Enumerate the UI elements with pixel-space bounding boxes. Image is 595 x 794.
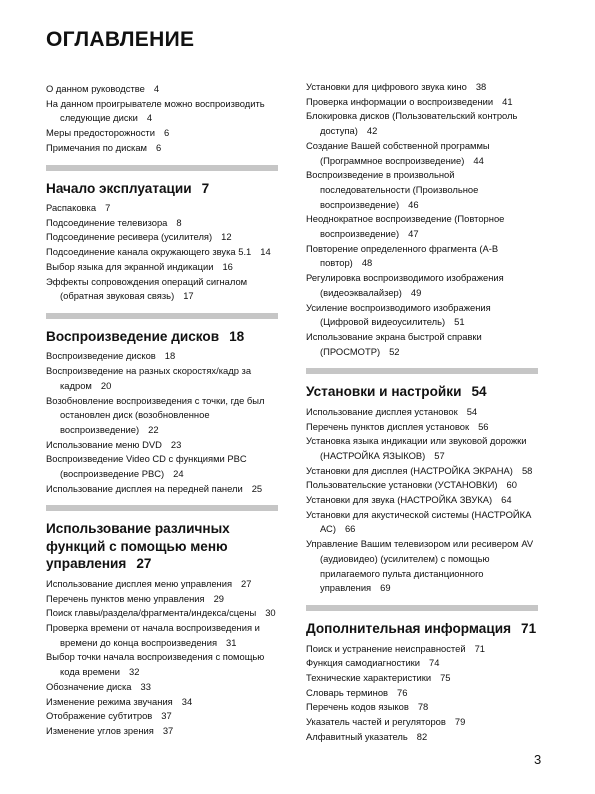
toc-entry-page: 7 — [105, 202, 111, 214]
toc-entry — [46, 394, 278, 438]
toc-entry-text: Распаковка — [46, 202, 97, 214]
toc-entry — [46, 97, 278, 126]
toc-entry-text: О данном руководстве — [46, 83, 145, 94]
toc-section — [306, 368, 538, 596]
toc-entry — [306, 656, 538, 671]
toc-entry-page: 44 — [473, 154, 484, 166]
toc-entry-page: 57 — [434, 449, 445, 461]
toc-entry — [306, 95, 538, 110]
toc-entry-text: Эффекты сопровождения операций сигналом (обратная звуковая связь) — [46, 275, 248, 302]
toc-entry-page: 82 — [416, 730, 428, 742]
toc-entry-page: 6 — [163, 127, 170, 139]
toc-entry-page: 38 — [475, 81, 487, 92]
toc-entry-text: Выбор языка для экранной индикации — [46, 260, 214, 272]
toc-entry-text: Подсоединение канала окружающего звука 5.1 — [46, 246, 252, 258]
section-divider — [46, 313, 278, 319]
toc-entry — [46, 680, 278, 695]
section-title-text: Воспроизведение дисков — [46, 328, 220, 344]
toc-entry-text: Перечень кодов языков — [306, 701, 409, 713]
toc-entry — [46, 275, 278, 304]
toc-entry-page: 25 — [251, 482, 263, 494]
toc-entry-text: Установки для звука (НАСТРОЙКА ЗВУКА) — [306, 494, 493, 506]
section-title-text: Использование различных функций с помощью меню управления — [46, 521, 230, 572]
toc-entry — [46, 126, 278, 141]
section-divider — [306, 368, 538, 374]
section-title-page: 27 — [136, 556, 152, 572]
toc-entry-page: 18 — [164, 350, 176, 362]
toc-entry — [306, 434, 538, 463]
toc-entry-page: 24 — [173, 468, 184, 480]
toc-entry — [306, 671, 538, 686]
toc-entry-page: 54 — [466, 405, 478, 417]
toc-entry-page: 33 — [140, 680, 151, 692]
toc-entry — [46, 650, 278, 679]
toc-entry-page: 30 — [265, 607, 276, 619]
toc-entry — [46, 709, 278, 724]
section-title — [306, 620, 538, 638]
toc-entry-page: 66 — [344, 523, 356, 535]
toc-entry — [306, 271, 538, 300]
toc-entry-page: 58 — [521, 464, 533, 476]
toc-entry — [46, 141, 278, 156]
toc-entry-page: 17 — [183, 290, 194, 302]
toc-entry-page: 31 — [226, 636, 237, 648]
toc-entry-page: 22 — [148, 423, 159, 435]
toc-entry-page: 23 — [170, 438, 182, 450]
toc-entry-text: Поиск главы/раздела/фрагмента/индекса/сцены — [46, 607, 257, 619]
toc-entry-page: 47 — [408, 228, 419, 240]
toc-entry — [306, 109, 538, 138]
toc-entry — [306, 730, 538, 745]
toc-entry-text: Установка языка индикации или звуковой дорожки (НАСТРОЙКА ЯЗЫКОВ) — [306, 435, 527, 461]
toc-entry-text: Использование экрана быстрой справки (ПРОСМОТР) — [306, 330, 482, 357]
toc-entry-page: 60 — [506, 479, 517, 491]
toc-entry-page: 46 — [408, 198, 419, 210]
toc-entry-text: Алфавитный указатель — [306, 730, 408, 742]
section-title — [306, 383, 538, 401]
toc-entry — [306, 405, 538, 420]
toc-entry — [306, 464, 538, 479]
section-title — [46, 180, 278, 198]
toc-section — [46, 165, 278, 304]
toc-entry-text: Воспроизведение Video CD с функциями PBC (воспроизведение PBC) — [46, 453, 247, 480]
toc-entry-page: 12 — [221, 231, 232, 243]
toc-entry — [306, 642, 538, 657]
toc-entry-text: Поиск и устранение неисправностей — [306, 642, 466, 654]
toc-entry-page: 20 — [100, 379, 112, 391]
toc-entry-text: Использование дисплея на передней панели — [46, 482, 243, 494]
toc-entry-text: Использование дисплея установок — [306, 405, 458, 417]
toc-entry-text: Неоднократное воспроизведение (Повторное воспроизведение) — [306, 213, 505, 240]
toc-entry-page: 52 — [389, 345, 400, 357]
toc-entry-page: 48 — [361, 257, 373, 269]
toc-entry-text: Обозначение диска — [46, 680, 132, 692]
toc-section — [46, 313, 278, 497]
section-title — [46, 520, 278, 573]
toc-entry — [306, 420, 538, 435]
toc-entry-text: Воспроизведение в произвольной последовательности (Произвольное воспроизведение) — [306, 169, 479, 210]
section-title-text: Установки и настройки — [306, 384, 462, 400]
toc-entry — [306, 80, 538, 95]
toc-entry-page: 42 — [366, 125, 378, 137]
toc-entry-text: Технические характеристики — [306, 671, 432, 683]
toc-right-column — [306, 80, 538, 744]
toc-entry — [46, 621, 278, 650]
toc-entry — [306, 168, 538, 212]
toc-entry-page: 16 — [222, 260, 233, 272]
toc-entry-text: Пользовательские установки (УСТАНОВКИ) — [306, 479, 498, 491]
toc-entry-page: 56 — [478, 420, 489, 432]
toc-entry — [306, 508, 538, 537]
toc-entry-text: Перечень пунктов дисплея установок — [306, 420, 470, 432]
toc-entry-text: Отображение субтитров — [46, 710, 153, 722]
toc-entry-page: 78 — [417, 701, 429, 713]
toc-entry-page: 75 — [440, 671, 451, 683]
toc-entry-text: Установки для дисплея (НАСТРОЙКА ЭКРАНА) — [306, 464, 513, 476]
toc-entry-text: Управление Вашим телевизором или ресивером AV (аудиовидео) (усилителем) с помощью прилагаемого пульта дистанционного управления — [306, 538, 534, 594]
toc-entry — [306, 715, 538, 730]
toc-entry — [46, 482, 278, 497]
toc-entry — [46, 695, 278, 710]
section-title-page: 54 — [471, 384, 487, 400]
toc-entry-page: 49 — [410, 286, 422, 298]
page-title: ОГЛАВЛЕНИЕ — [46, 28, 195, 51]
toc-entry — [46, 452, 278, 481]
toc-entry-text: Использование меню DVD — [46, 438, 162, 450]
toc-entry — [306, 493, 538, 508]
toc-entry-text: Примечания по дискам — [46, 141, 147, 153]
toc-entry-page: 14 — [260, 246, 271, 258]
page-number: 3 — [534, 752, 542, 767]
toc-entry — [306, 139, 538, 168]
toc-entry-text: Проверка времени от начала воспроизведения и времени до конца воспроизведения — [46, 622, 260, 648]
toc-entry — [46, 724, 278, 739]
toc-entry-page: 6 — [156, 141, 162, 153]
toc-entry-text: Регулировка воспроизводимого изображения (видеоэквалайзер) — [306, 272, 504, 298]
section-title-page: 7 — [201, 180, 210, 196]
toc-entry-text: Воспроизведение на разных скоростях/кадр за кадром — [46, 365, 252, 391]
toc-entry-text: Изменение углов зрения — [46, 725, 154, 736]
toc-entry-page: 27 — [241, 577, 252, 589]
toc-entry-text: Функция самодиагностики — [306, 657, 421, 669]
toc-entry-page: 8 — [176, 216, 182, 228]
toc-entry-text: Изменение режима звучания — [46, 695, 173, 707]
section-title-page: 71 — [521, 621, 537, 636]
toc-entry-text: Возобновление воспроизведения с точки, где был остановлен диск (возобновленное воспроизведение) — [46, 394, 265, 435]
toc-entry — [306, 537, 538, 596]
section-title-text: Начало эксплуатации — [46, 180, 192, 196]
section-divider — [306, 605, 538, 611]
toc-entry-page: 74 — [429, 657, 440, 669]
toc-entry-text: Блокировка дисков (Пользовательский контроль доступа) — [306, 110, 518, 137]
section-divider — [46, 505, 278, 511]
toc-entry — [46, 592, 278, 607]
section-divider — [46, 165, 278, 171]
toc-entry-text: Указатель частей и регуляторов — [306, 716, 446, 728]
toc-entry — [46, 606, 278, 621]
toc-entry — [306, 301, 538, 330]
toc-entry-page: 29 — [213, 592, 225, 604]
toc-entry-page: 4 — [146, 112, 153, 124]
toc-entry-text: Использование дисплея меню управления — [46, 577, 233, 589]
toc-entry-text: Повторение определенного фрагмента (A-B повтор) — [306, 242, 499, 269]
toc-section — [46, 505, 278, 738]
toc-entry — [46, 82, 278, 97]
toc-entry-text: На данном проигрывателе можно воспроизводить следующие диски — [46, 97, 265, 124]
toc-entry — [46, 260, 278, 275]
toc-entry — [46, 216, 278, 231]
toc-entry — [306, 242, 538, 271]
toc-entry — [46, 364, 278, 393]
toc-entry-page: 37 — [162, 725, 174, 736]
toc-entry-page: 69 — [380, 582, 391, 594]
toc-entry — [46, 245, 278, 260]
toc-entry-page: 41 — [502, 95, 513, 107]
toc-entry — [46, 349, 278, 364]
toc-entry-text: Воспроизведение дисков — [46, 350, 156, 362]
toc-entry — [46, 201, 278, 216]
toc-entry — [306, 686, 538, 701]
toc-entry-page: 32 — [129, 666, 140, 678]
toc-entry-page: 4 — [153, 83, 160, 94]
toc-entry-page: 34 — [181, 695, 193, 707]
toc-entry-text: Словарь терминов — [306, 686, 389, 698]
toc-entry-page: 37 — [161, 710, 172, 722]
toc-entry — [306, 330, 538, 359]
toc-entry — [46, 577, 278, 592]
toc-entry-text: Меры предосторожности — [46, 127, 155, 139]
section-title-text: Дополнительная информация — [306, 621, 512, 636]
toc-entry — [306, 212, 538, 241]
toc-entry-page: 64 — [501, 494, 512, 506]
toc-left-column — [46, 82, 278, 739]
toc-entry — [306, 478, 538, 493]
toc-entry-text: Установки для акустической системы (НАСТРОЙКА АС) — [306, 508, 532, 535]
toc-entry-page: 76 — [397, 686, 408, 698]
toc-entry-text: Подсоединение телевизора — [46, 216, 168, 228]
section-title — [46, 328, 278, 346]
toc-entry-text: Выбор точки начала воспроизведения с помощью кода времени — [46, 651, 265, 678]
toc-entry-text: Перечень пунктов меню управления — [46, 592, 205, 604]
toc-entry-page: 79 — [454, 716, 466, 728]
toc-section — [306, 605, 538, 744]
toc-entry-text: Установки для цифрового звука кино — [306, 81, 467, 92]
toc-entry-page: 71 — [474, 642, 485, 654]
toc-entry-text: Проверка информации о воспроизведении — [306, 95, 494, 107]
toc-entry — [46, 438, 278, 453]
toc-entry-text: Усиление воспроизводимого изображения (Цифровой видеоусилитель) — [306, 301, 491, 328]
toc-entry-text: Подсоединение ресивера (усилителя) — [46, 231, 213, 243]
section-title-page: 18 — [229, 328, 245, 344]
toc-entry — [306, 700, 538, 715]
toc-entry-text: Создание Вашей собственной программы (Программное воспроизведение) — [306, 139, 490, 166]
toc-entry-page: 51 — [454, 316, 465, 328]
toc-entry — [46, 230, 278, 245]
